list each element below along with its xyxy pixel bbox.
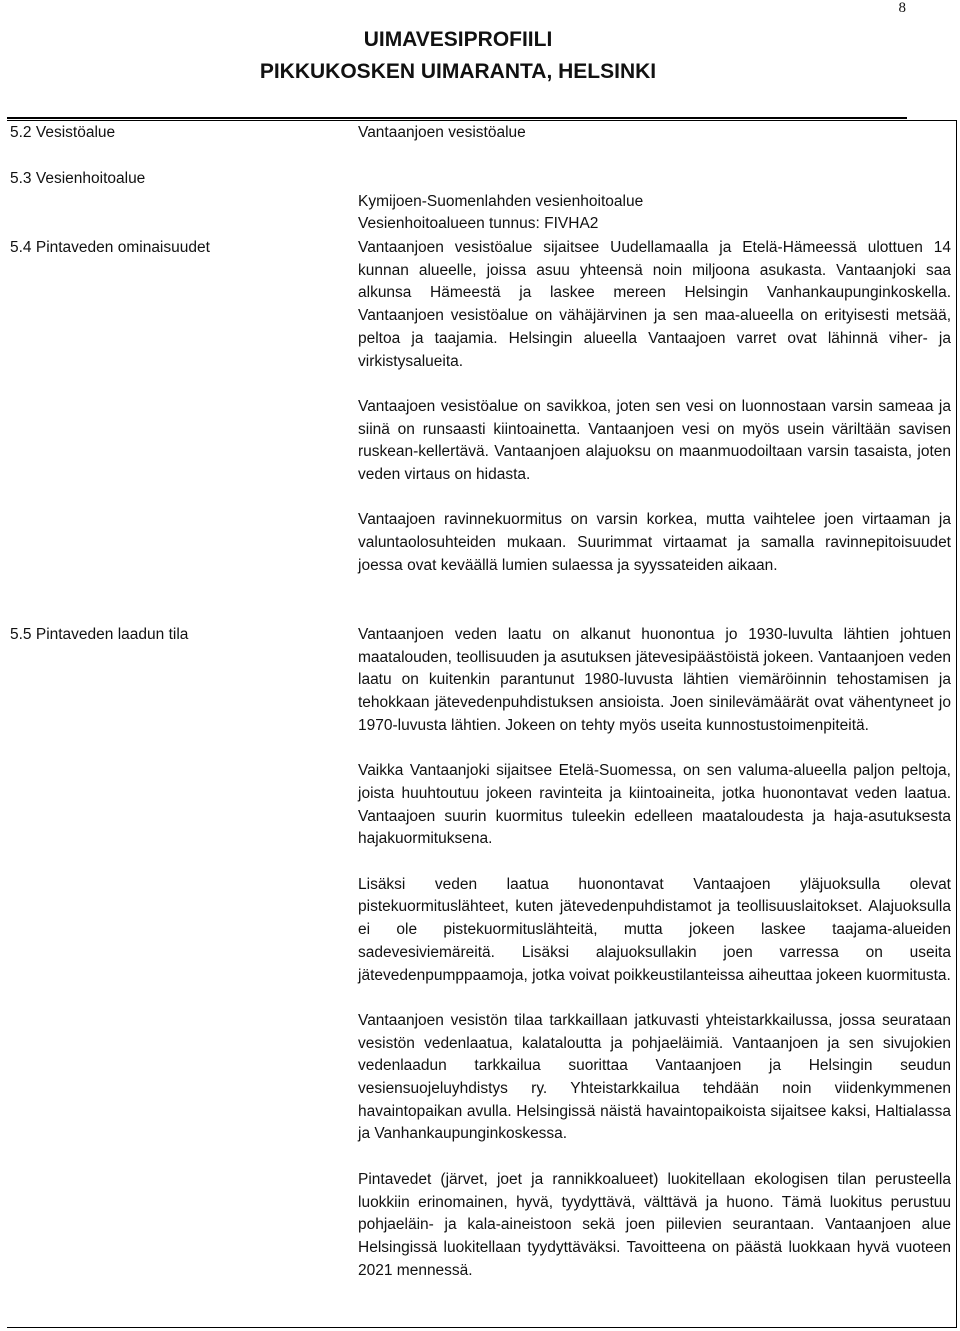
section-text-5-2 — [358, 122, 951, 145]
title-line-2: PIKKUKOSKEN UIMARANTA, HELSINKI — [259, 60, 657, 83]
paragraph: Vantaanjoen vesistön tilaa tarkkaillaan jatkuvasti yhteistarkkailussa, jossa seurataan vesistön vedenlaatua, kalataloutta ja pohjaeläimiä. Vantaanjoen ja sen sivujokien vedenlaadun tarkkailua suorittaa Vantaanjoen ja Helsingin seudun vesiensuojeluyhdistys ry. Yhteistarkkailua tehdään noin viidenkymmenen havaintopaikan avulla. Helsingissä näistä havaintopaikoista sijaitsee kaksi, Haltialassa ja Vanhankaupunginkoskessa. — [358, 1011, 951, 1143]
paragraph: Vantaajoen vesistöalue on savikkoa, joten sen vesi on luonnostaan varsin sameaa ja siinä on runsaasti kiintoainetta. Vantaanjoen vesi on myös usein väriltään savisen ruskean-kellertävä. Vantaanjoen alajuoksu on maanmuodoiltaan varsin tasaista, joten veden virtaus on hidasta. — [358, 397, 951, 484]
paragraph: Lisäksi veden laatua huonontavat Vantaajoen yläjuoksulla olevat pistekuormituslähteet, kuten jätevedenpuhdistamot ja teollisuuslaitokset. Alajuoksulla ei ole pistekuormituslähteitä, mutta jokeen laskee taajama-alueiden sadevesiviemäreitä. Lisäksi alajuoksullakin joen varressa on useita jätevedenpumppaamoja, jotka voivat poikkeustilanteissa aiheuttaa jokeen kuormitusta. — [358, 875, 951, 984]
section-label-5-3: 5.3 Vesienhoitoalue — [10, 170, 146, 187]
section-text-5-4 — [358, 237, 951, 578]
section-label-5-5: 5.5 Pintaveden laadun tila — [10, 626, 189, 643]
paragraph: Vaikka Vantaanjoki sijaitsee Etelä-Suomessa, on sen valuma-alueella paljon peltoja, joista huuhtoutuu jokeen ravinteita ja kiintoaineita, jotka huonontavat veden laatua. Vantaajoen suurin kuormitus tuleekin edelleen maataloudesta ja haja-asutuksesta hajakuormituksena. — [358, 762, 951, 848]
title-line-1: UIMAVESIPROFIILI — [363, 28, 553, 51]
paragraph: Vantaajoen ravinnekuormitus on varsin korkea, mutta vaihtelee joen virtaaman ja valuntaolosuhteiden mukaan. Suurimmat virtaamat ja samalla ravinnepitoisuudet joessa ovat keväällä lumien sulaessa ja syyssateiden aikaan. — [358, 511, 951, 574]
document-title — [0, 24, 916, 88]
paragraph: Vantaanjoen vesistöalue — [358, 124, 526, 141]
section-text-5-5 — [358, 624, 951, 1282]
paragraph: Kymijoen-Suomenlahden vesienhoitoalue Vesienhoitoalueen tunnus: FIVHA2 — [358, 192, 644, 233]
page-number: 8 — [898, 0, 906, 16]
paragraph: Vantaanjoen vesistöalue sijaitsee Uudellamaalla ja Etelä-Hämeessä ulottuen 14 kunnan alueelle, joissa asuu yhteensä noin miljoona asukasta. Vantaanjoki saa alkunsa Hämeestä ja laskee mereen Helsingin Vanhankaupunginkoskella. Vantaanjoen vesistöalue on vähäjärvinen ja sen maa-alueella on erityisesti metsää, peltoa ja taajamia. Helsingin alueella Vantaajoen varret ovat lähinnä viher- ja virkistysalueita. — [358, 239, 951, 370]
section-label-5-2: 5.2 Vesistöalue — [10, 124, 116, 141]
paragraph: Vantaanjoen veden laatu on alkanut huonontua jo 1930-luvulta lähtien johtuen maatalouden, teollisuuden ja asutuksen jätevesipäästöistä jokeen. Vantaanjoen veden laatu on kuitenkin parantunut 1980-luvusta lähtien viemäröinnin tehostamisen ja tehokkaan jätevedenpuhdistuksen ansioista. Joen sinilevämäärät ovat vähentyneet jo 1970-luvusta lähtien. Jokeen on tehty myös useita kunnostustoimenpiteitä. — [358, 626, 951, 734]
paragraph: Pintavedet (järvet, joet ja rannikkoalueet) luokitellaan ekologisen tilan perusteella luokkiin erinomainen, hyvä, tyydyttävä, välttävä ja huono. Tämä luokitus perustuu pohjaeläin- ja kala-aineistoon sekä joen piilevien seurantaan. Vantaanjoen alue Helsingissä luokitellaan tyydyttäväksi. Tavoitteena on päästä luokkaan hyvä vuoteen 2021 mennessä. — [358, 1170, 951, 1279]
section-label-5-4: 5.4 Pintaveden ominaisuudet — [10, 239, 210, 256]
header-rule — [7, 117, 907, 119]
